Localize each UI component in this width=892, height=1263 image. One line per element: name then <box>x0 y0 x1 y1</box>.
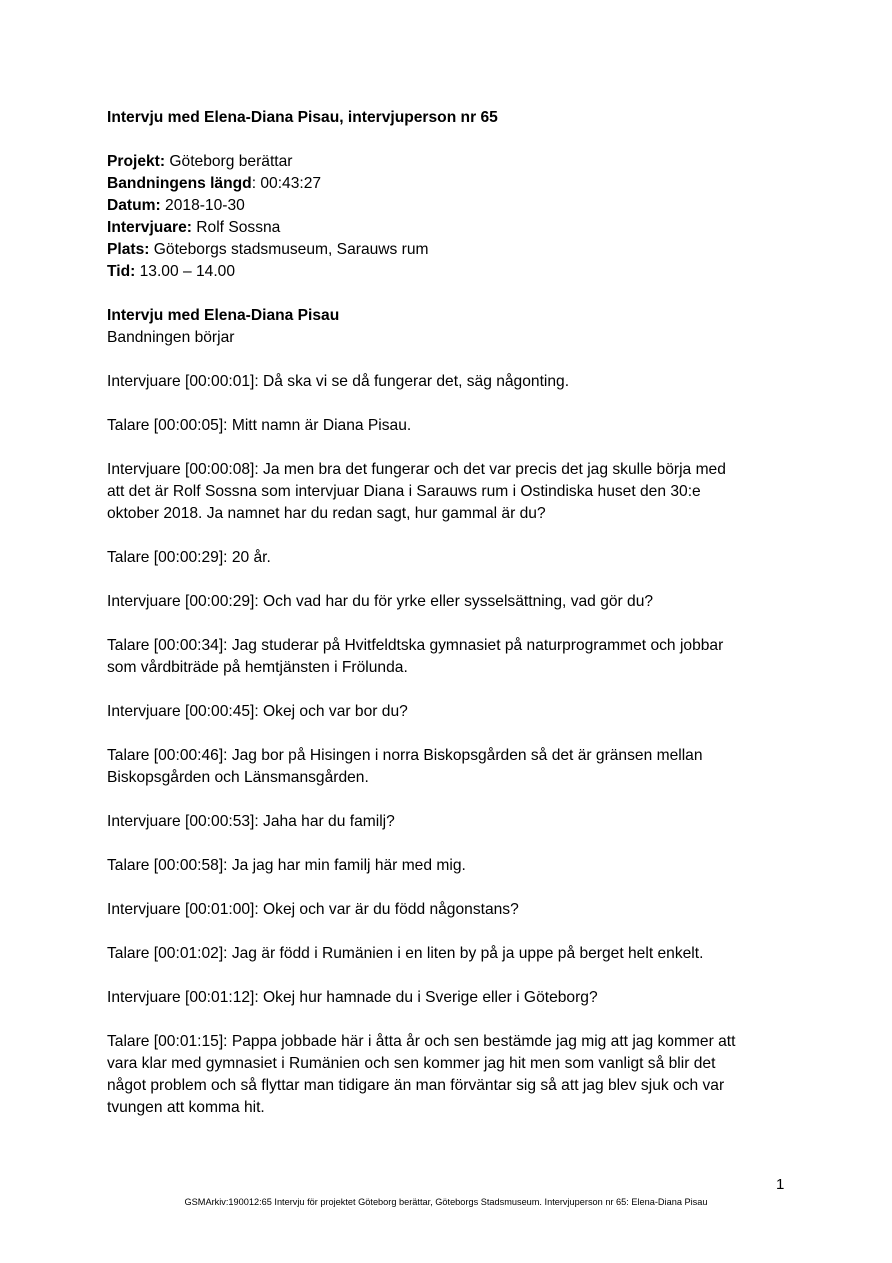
transcript-line: Intervjuare [00:00:08]: Ja men bra det fungerar och det var precis det jag skulle börja med <box>107 461 726 478</box>
meta-project <box>107 151 787 173</box>
transcript-paragraph <box>107 371 787 393</box>
meta-time <box>107 261 787 283</box>
page-footer: GSMArkiv:190012:65 Intervju för projektet Göteborg berättar, Göteborgs Stadsmuseum. Intervjuperson nr 65: Elena-Diana Pisau <box>184 1197 708 1207</box>
transcript <box>107 371 787 1119</box>
transcript-paragraph <box>107 415 787 437</box>
meta-value: Göteborg berättar <box>165 153 293 170</box>
meta-place <box>107 239 787 261</box>
transcript-paragraph <box>107 635 787 679</box>
transcript-paragraph <box>107 745 787 789</box>
transcript-paragraph <box>107 855 787 877</box>
meta-label: Plats: <box>107 241 150 258</box>
transcript-line: Biskopsgården och Länsmansgården. <box>107 769 369 786</box>
meta-value: : 00:43:27 <box>251 175 322 192</box>
transcript-line: att det är Rolf Sossna som intervjuar Diana i Sarauws rum i Ostindiska huset den 30:e <box>107 483 701 500</box>
transcript-line: Talare [00:00:34]: Jag studerar på Hvitfeldtska gymnasiet på naturprogrammet och jobbar <box>107 637 724 654</box>
transcript-line: Intervjuare [00:01:00]: Okej och var är du född någonstans? <box>107 901 519 918</box>
meta-recording-length <box>107 173 787 195</box>
metadata-block <box>107 151 787 283</box>
meta-label: Bandningens längd <box>107 175 252 192</box>
transcript-line: Talare [00:00:46]: Jag bor på Hisingen i norra Biskopsgården så det är gränsen mellan <box>107 747 703 764</box>
transcript-paragraph <box>107 459 787 525</box>
document-title: Intervju med Elena-Diana Pisau, intervjuperson nr 65 <box>107 109 498 126</box>
transcript-line: oktober 2018. Ja namnet har du redan sagt, hur gammal är du? <box>107 505 546 522</box>
transcript-line: Intervjuare [00:00:45]: Okej och var bor du? <box>107 703 408 720</box>
section-subtitle: Bandningen börjar <box>107 329 235 346</box>
meta-value: Rolf Sossna <box>191 219 281 236</box>
meta-label: Intervjuare: <box>107 219 192 236</box>
transcript-paragraph <box>107 899 787 921</box>
transcript-line: Talare [00:00:05]: Mitt namn är Diana Pisau. <box>107 417 412 434</box>
transcript-line: Intervjuare [00:01:12]: Okej hur hamnade du i Sverige eller i Göteborg? <box>107 989 598 1006</box>
page-number: 1 <box>776 1176 785 1193</box>
document-title-block <box>107 107 787 129</box>
section-heading: Intervju med Elena-Diana Pisau <box>107 307 340 324</box>
meta-interviewer <box>107 217 787 239</box>
transcript-line: Talare [00:01:02]: Jag är född i Rumänien i en liten by på ja uppe på berget helt enkelt. <box>107 945 704 962</box>
meta-label: Tid: <box>107 263 136 280</box>
transcript-paragraph <box>107 547 787 569</box>
transcript-line: Talare [00:01:15]: Pappa jobbade här i åtta år och sen bestämde jag mig att jag kommer att <box>107 1033 736 1050</box>
transcript-paragraph <box>107 1031 787 1119</box>
meta-label: Projekt: <box>107 153 166 170</box>
transcript-paragraph <box>107 701 787 723</box>
section-header-block <box>107 305 787 349</box>
meta-value: 13.00 – 14.00 <box>135 263 236 280</box>
transcript-paragraph <box>107 591 787 613</box>
meta-label: Datum: <box>107 197 161 214</box>
transcript-paragraph <box>107 943 787 965</box>
document-content <box>107 107 787 1141</box>
transcript-line: något problem och så flyttar man tidigare än man förväntar sig så att jag blev sjuk och var <box>107 1077 725 1094</box>
transcript-line: Talare [00:00:58]: Ja jag har min familj här med mig. <box>107 857 466 874</box>
transcript-line: tvungen att komma hit. <box>107 1099 265 1116</box>
transcript-paragraph <box>107 811 787 833</box>
meta-value: 2018-10-30 <box>160 197 245 214</box>
meta-date <box>107 195 787 217</box>
transcript-line: vara klar med gymnasiet i Rumänien och sen kommer jag hit men som vanligt så blir det <box>107 1055 716 1072</box>
transcript-line: Intervjuare [00:00:29]: Och vad har du för yrke eller sysselsättning, vad gör du? <box>107 593 654 610</box>
transcript-line: Intervjuare [00:00:01]: Då ska vi se då fungerar det, säg någonting. <box>107 373 570 390</box>
transcript-line: som vårdbiträde på hemtjänsten i Frölunda. <box>107 659 408 676</box>
transcript-paragraph <box>107 987 787 1009</box>
meta-value: Göteborgs stadsmuseum, Sarauws rum <box>149 241 429 258</box>
transcript-line: Intervjuare [00:00:53]: Jaha har du familj? <box>107 813 395 830</box>
transcript-line: Talare [00:00:29]: 20 år. <box>107 549 271 566</box>
